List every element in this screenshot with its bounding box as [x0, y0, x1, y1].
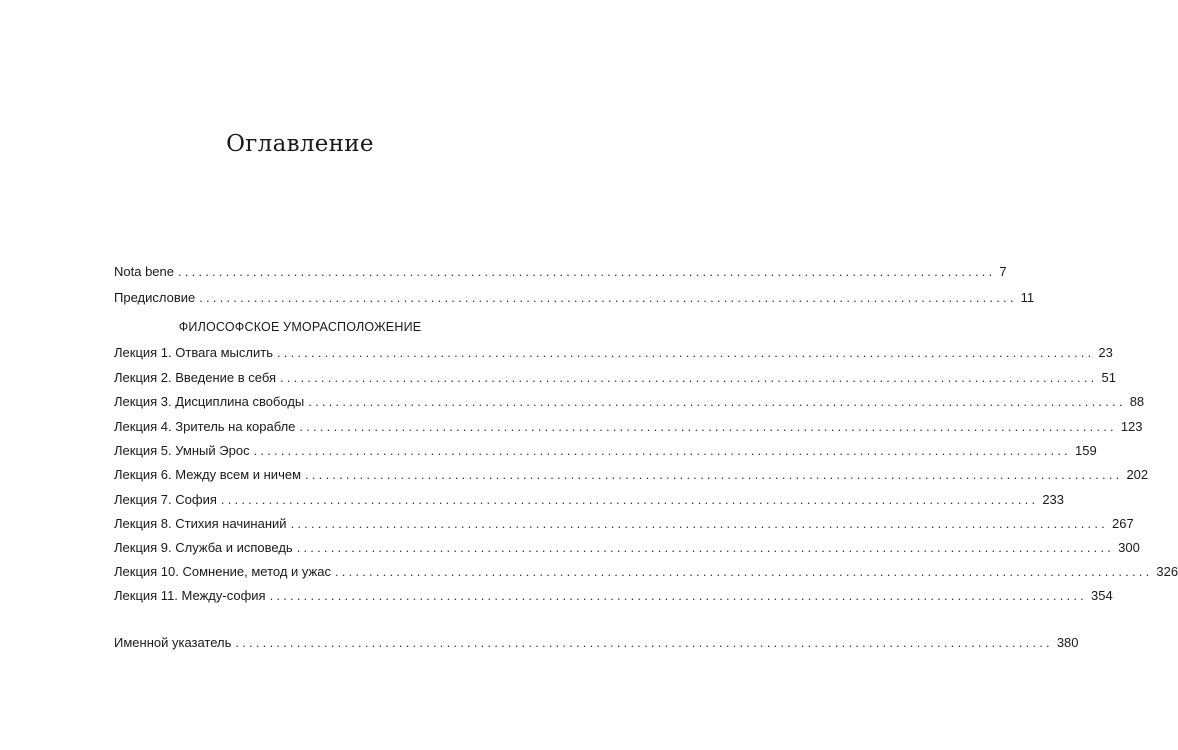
toc-entry-page: 267	[1111, 516, 1134, 531]
toc-entry-label: Лекция 5. Умный Эрос	[114, 443, 250, 458]
toc-entry-label: Лекция 6. Между всем и ничем	[114, 467, 302, 482]
leader-dots: ........................................................................................................................	[253, 443, 1071, 458]
toc-entry-page: 51	[1101, 370, 1116, 385]
toc-entry-label: Лекция 4. Зритель на корабле	[114, 419, 296, 434]
toc-entry-page: 202	[1126, 467, 1149, 482]
toc-entry-page: 380	[1056, 635, 1079, 650]
leader-dots: ........................................................................................................................	[299, 419, 1117, 434]
toc-entry-lecture	[114, 418, 1143, 436]
toc-entry-label: Лекция 9. Служба и исповедь	[114, 540, 293, 555]
toc-entry-nota-bene	[114, 263, 1007, 281]
leader-dots: ........................................................................................................................	[308, 394, 1126, 409]
leader-dots: ........................................................................................................................	[334, 564, 1153, 579]
toc-entry-page: 354	[1091, 588, 1113, 603]
leader-dots: ........................................................................................................................	[269, 588, 1087, 603]
toc-entry-label: Лекция 1. Отвага мыслить	[114, 345, 273, 360]
toc-entry-lecture	[114, 491, 1065, 509]
toc-entry-lecture	[114, 344, 1113, 362]
toc-entry-label: Лекция 10. Сомнение, метод и ужас	[114, 564, 331, 579]
toc-entry-page: 159	[1075, 443, 1097, 458]
toc-entry-lecture	[114, 515, 1134, 533]
toc-entry-preface	[114, 289, 1035, 307]
toc-entry-label: Nota bene	[114, 264, 174, 279]
toc-entry-lecture	[114, 466, 1149, 484]
toc-entry-page: 7	[999, 264, 1007, 279]
toc-entry-page: 88	[1129, 394, 1145, 409]
toc-entry-page: 326	[1156, 564, 1178, 579]
page-title: Оглавление	[226, 131, 374, 157]
toc-entry-label: Предисловие	[114, 290, 196, 305]
toc-entry-lecture	[114, 563, 1178, 581]
leader-dots: ........................................................................................................................	[305, 467, 1123, 482]
section-heading: ФИЛОСОФСКОЕ УМОРАСПОЛОЖЕНИЕ	[178, 320, 422, 334]
toc-entry-lecture	[114, 369, 1116, 387]
toc-entry-label: Лекция 3. Дисциплина свободы	[114, 394, 305, 409]
toc-entry-lecture	[114, 587, 1113, 605]
toc-entry-page: 300	[1118, 540, 1140, 555]
leader-dots: ........................................................................................................................	[296, 540, 1115, 555]
leader-dots: ........................................................................................................................	[199, 290, 1017, 305]
leader-dots: ........................................................................................................................	[280, 370, 1098, 385]
toc-entry-label: Лекция 2. Введение в себя	[114, 370, 277, 385]
leader-dots: ........................................................................................................................	[178, 264, 996, 279]
toc-entry-label: Лекция 11. Между-софия	[114, 588, 266, 603]
toc-entry-lecture	[114, 393, 1145, 411]
toc-entry-page: 23	[1098, 345, 1113, 360]
toc-entry-name-index	[114, 634, 1079, 652]
leader-dots: ........................................................................................................................	[290, 516, 1108, 531]
leader-dots: ........................................................................................................................	[220, 492, 1039, 507]
leader-dots: ........................................................................................................................	[235, 635, 1053, 650]
toc-entry-lecture	[114, 442, 1097, 460]
toc-entry-label: Именной указатель	[114, 635, 232, 650]
leader-dots: ........................................................................................................................	[276, 345, 1095, 360]
toc-entry-page: 11	[1020, 290, 1035, 305]
toc-entry-page: 233	[1042, 492, 1065, 507]
toc-entry-label: Лекция 7. София	[114, 492, 217, 507]
toc-entry-page: 123	[1120, 419, 1143, 434]
toc-entry-label: Лекция 8. Стихия начинаний	[114, 516, 287, 531]
toc-entry-lecture	[114, 539, 1140, 557]
